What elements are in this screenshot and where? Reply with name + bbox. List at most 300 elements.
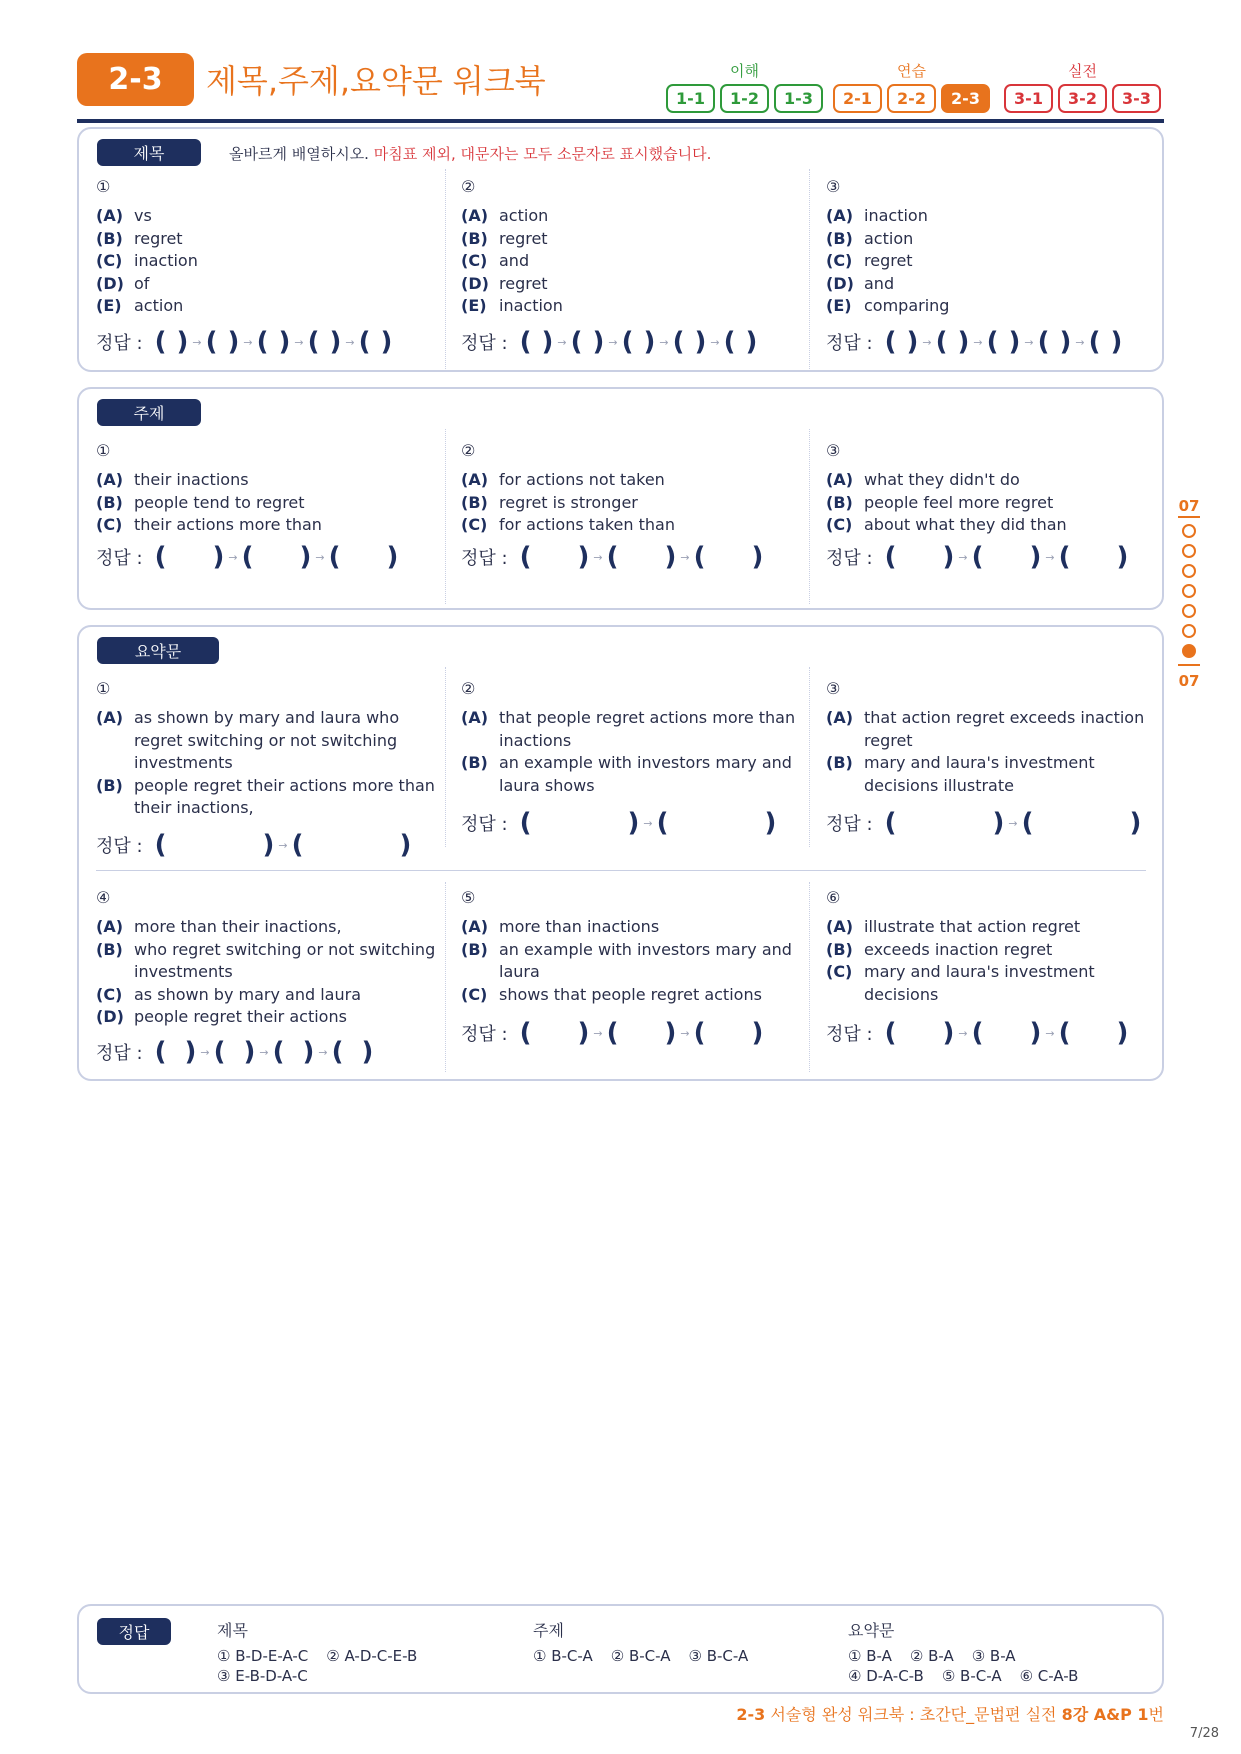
option-item bbox=[826, 295, 1146, 318]
option-letter: (E) bbox=[826, 296, 852, 315]
option-item bbox=[96, 205, 436, 228]
answer-key-entry: ④ D-A-C-B bbox=[848, 1667, 924, 1685]
answer-blank[interactable]: ( ) bbox=[570, 327, 605, 357]
column-divider bbox=[809, 429, 810, 604]
level-chip-3-3[interactable]: 3-3 bbox=[1112, 84, 1161, 113]
option-item bbox=[461, 295, 801, 318]
answer-blank[interactable]: ( ) bbox=[971, 1018, 1042, 1048]
answer-blank[interactable]: ( ) bbox=[1037, 327, 1072, 357]
option-text: action bbox=[134, 296, 184, 315]
option-item bbox=[461, 984, 801, 1007]
option-text: people regret their actions bbox=[134, 1007, 347, 1026]
answer-blank[interactable]: ( ) bbox=[291, 830, 412, 860]
level-chip-3-1[interactable]: 3-1 bbox=[1004, 84, 1053, 113]
option-list bbox=[96, 205, 436, 318]
summary-question-4 bbox=[96, 888, 436, 1029]
answer-blank[interactable]: ( ) bbox=[723, 327, 758, 357]
progress-dot bbox=[1182, 544, 1196, 558]
arrow-icon: → bbox=[557, 335, 567, 349]
option-text: about what they did than bbox=[864, 515, 1067, 534]
arrow-icon: → bbox=[973, 335, 983, 349]
arrow-icon: → bbox=[243, 335, 253, 349]
option-letter: (B) bbox=[826, 492, 853, 512]
answer-blank[interactable]: ( ) bbox=[205, 327, 240, 357]
option-letter: (B) bbox=[461, 753, 488, 772]
option-letter: (C) bbox=[826, 962, 853, 981]
arrow-icon: → bbox=[1045, 1026, 1055, 1040]
summary-question-6 bbox=[826, 888, 1146, 1006]
option-item bbox=[96, 273, 436, 296]
level-chip-1-3[interactable]: 1-3 bbox=[774, 84, 823, 113]
answer-blank[interactable]: ( ) bbox=[154, 830, 275, 860]
option-item bbox=[826, 939, 1146, 962]
option-letter: (A) bbox=[96, 917, 124, 936]
option-letter: (C) bbox=[461, 515, 488, 534]
progress-dot bbox=[1182, 624, 1196, 638]
topic-answer-2 bbox=[461, 544, 763, 570]
progress-tracker bbox=[1174, 497, 1204, 690]
option-text: their inactions bbox=[134, 470, 249, 489]
level-chip-3-2[interactable]: 3-2 bbox=[1058, 84, 1107, 113]
answer-label: 정답 : bbox=[826, 814, 873, 835]
tracker-number-top: 07 bbox=[1178, 497, 1200, 515]
answer-label: 정답 : bbox=[461, 548, 508, 569]
level-group-label: 이해 bbox=[730, 62, 759, 80]
title-answer-2 bbox=[461, 329, 757, 355]
answer-key-entry: ⑤ B-C-A bbox=[941, 1667, 1002, 1685]
answer-key-summary bbox=[848, 1618, 1096, 1686]
answer-key-entry: ③ E-B-D-A-C bbox=[217, 1667, 308, 1685]
answer-blank[interactable]: ( ) bbox=[621, 327, 656, 357]
question-number: ⑥ bbox=[826, 888, 841, 907]
option-text: more than inactions bbox=[499, 917, 660, 936]
option-text: regret bbox=[134, 228, 183, 248]
option-letter: (A) bbox=[461, 470, 489, 489]
option-text: regret bbox=[499, 273, 548, 293]
tracker-number-bottom: 07 bbox=[1178, 672, 1200, 690]
answer-key-entry: ② B-A bbox=[909, 1647, 954, 1665]
question-number: ④ bbox=[96, 888, 111, 907]
answer-blank[interactable]: ( ) bbox=[519, 1018, 590, 1048]
answer-blank[interactable]: ( ) bbox=[986, 327, 1021, 357]
option-item bbox=[96, 939, 436, 984]
question-number: ③ bbox=[826, 679, 841, 698]
arrow-icon: → bbox=[228, 550, 238, 564]
progress-dot bbox=[1182, 524, 1196, 538]
option-letter: (D) bbox=[96, 273, 124, 293]
arrow-icon: → bbox=[593, 550, 603, 564]
answer-key-entry: ① B-D-E-A-C bbox=[217, 1647, 309, 1665]
answer-blank[interactable]: ( ) bbox=[884, 808, 1005, 838]
option-item bbox=[461, 469, 801, 492]
title-question-3 bbox=[826, 177, 1146, 318]
answer-blank[interactable]: ( ) bbox=[154, 327, 189, 357]
answer-label: 정답 : bbox=[826, 333, 873, 354]
option-text: exceeds inaction regret bbox=[864, 939, 1053, 959]
title-question-2 bbox=[461, 177, 801, 318]
summary-answer-4 bbox=[96, 1039, 373, 1065]
option-text: their actions more than bbox=[134, 515, 322, 534]
option-item bbox=[826, 273, 1146, 296]
option-letter: (D) bbox=[461, 273, 489, 293]
answer-blank[interactable]: ( ) bbox=[606, 1018, 677, 1048]
option-letter: (A) bbox=[826, 206, 854, 225]
option-text: mary and laura's investment decisions bbox=[864, 962, 1095, 1004]
option-item bbox=[461, 707, 801, 752]
option-letter: (B) bbox=[461, 228, 488, 248]
header-divider bbox=[77, 119, 1164, 123]
answer-blank[interactable]: ( ) bbox=[256, 327, 291, 357]
arrow-icon: → bbox=[643, 816, 653, 830]
arrow-icon: → bbox=[680, 1026, 690, 1040]
option-item bbox=[96, 775, 436, 820]
answer-blank[interactable]: ( ) bbox=[519, 542, 590, 572]
option-list bbox=[96, 469, 436, 537]
option-item bbox=[461, 939, 801, 984]
page-title: 제목,주제,요약문 워크북 bbox=[206, 62, 546, 100]
footer-code: 2-3 bbox=[736, 1705, 766, 1724]
answer-blank[interactable]: ( ) bbox=[1058, 1018, 1129, 1048]
option-text: comparing bbox=[864, 296, 950, 315]
footer-suffix: 번 bbox=[1148, 1705, 1164, 1724]
summary-question-5 bbox=[461, 888, 801, 1006]
level-group-practice bbox=[833, 60, 990, 113]
footer-lesson: 8강 A&P 1 bbox=[1061, 1705, 1149, 1724]
option-text: vs bbox=[134, 206, 152, 225]
level-group-real bbox=[1004, 60, 1161, 113]
arrow-icon: → bbox=[958, 1026, 968, 1040]
option-letter: (A) bbox=[826, 917, 854, 936]
option-item bbox=[826, 916, 1146, 939]
option-item bbox=[826, 514, 1146, 537]
answer-blank[interactable]: ( ) bbox=[328, 542, 399, 572]
option-text: people tend to regret bbox=[134, 492, 305, 512]
option-item bbox=[461, 250, 801, 273]
option-letter: (B) bbox=[96, 492, 123, 512]
option-item bbox=[826, 469, 1146, 492]
topic-question-1 bbox=[96, 441, 436, 537]
option-letter: (D) bbox=[96, 1007, 124, 1026]
option-item bbox=[96, 916, 436, 939]
option-list bbox=[826, 707, 1146, 797]
option-item bbox=[461, 205, 801, 228]
answer-blank[interactable]: ( ) bbox=[693, 1018, 764, 1048]
option-text: and bbox=[864, 273, 895, 293]
question-number: ② bbox=[461, 177, 476, 196]
option-letter: (C) bbox=[96, 251, 123, 270]
title-answer-3 bbox=[826, 329, 1122, 355]
topic-answer-3 bbox=[826, 544, 1128, 570]
option-list bbox=[461, 205, 801, 318]
summary-answer-5 bbox=[461, 1020, 763, 1046]
option-item bbox=[96, 469, 436, 492]
tracker-line bbox=[1178, 516, 1200, 518]
option-item bbox=[96, 228, 436, 251]
arrow-icon: → bbox=[608, 335, 618, 349]
answer-blank[interactable]: ( ) bbox=[606, 542, 677, 572]
option-item bbox=[826, 752, 1146, 797]
answer-key-entry: ② A-D-C-E-B bbox=[326, 1647, 418, 1665]
option-text: an example with investors mary and laura bbox=[499, 939, 792, 981]
question-number: ③ bbox=[826, 177, 841, 196]
answer-label: 정답 : bbox=[826, 1024, 873, 1045]
option-text: action bbox=[864, 228, 914, 248]
topic-question-3 bbox=[826, 441, 1146, 537]
progress-dot bbox=[1182, 604, 1196, 618]
topic-question-2 bbox=[461, 441, 801, 537]
level-group-understand bbox=[666, 60, 823, 113]
option-item bbox=[96, 295, 436, 318]
answer-blank[interactable]: ( ) bbox=[656, 808, 777, 838]
arrow-icon: → bbox=[1024, 335, 1034, 349]
answer-blank[interactable]: ( ) bbox=[1021, 808, 1142, 838]
option-letter: (A) bbox=[826, 470, 854, 489]
answer-blank[interactable]: ( ) bbox=[154, 542, 225, 572]
answer-blank[interactable]: ( ) bbox=[519, 808, 640, 838]
option-text: regret is stronger bbox=[499, 492, 638, 512]
answer-key-heading: 제목 bbox=[217, 1621, 248, 1640]
answer-label: 정답 : bbox=[96, 1043, 143, 1064]
option-text: what they didn't do bbox=[864, 470, 1020, 489]
answer-blank[interactable]: ( ) bbox=[358, 327, 393, 357]
option-text: people feel more regret bbox=[864, 492, 1054, 512]
option-text: that action regret exceeds inaction regret bbox=[864, 708, 1145, 750]
answer-key-title bbox=[217, 1618, 435, 1686]
option-text: regret bbox=[864, 251, 913, 270]
option-text: as shown by mary and laura who regret switching or not switching investments bbox=[134, 708, 400, 772]
answer-blank[interactable]: ( ) bbox=[971, 542, 1042, 572]
answer-label: 정답 : bbox=[826, 548, 873, 569]
column-divider bbox=[445, 882, 446, 1072]
column-divider bbox=[445, 169, 446, 369]
answer-label: 정답 : bbox=[461, 814, 508, 835]
arrow-icon: → bbox=[294, 335, 304, 349]
progress-dot-current bbox=[1182, 644, 1196, 658]
tracker-line bbox=[1178, 664, 1200, 666]
answer-blank[interactable]: ( ) bbox=[935, 327, 970, 357]
arrow-icon: → bbox=[278, 838, 288, 852]
answer-blank[interactable]: ( ) bbox=[884, 327, 919, 357]
arrow-icon: → bbox=[1008, 816, 1018, 830]
level-chip-1-1[interactable]: 1-1 bbox=[666, 84, 715, 113]
option-letter: (A) bbox=[96, 708, 124, 727]
arrow-icon: → bbox=[259, 1045, 269, 1059]
option-letter: (B) bbox=[461, 492, 488, 512]
question-number: ⑤ bbox=[461, 888, 476, 907]
option-item bbox=[96, 250, 436, 273]
level-chip-2-2[interactable]: 2-2 bbox=[887, 84, 936, 113]
option-text: for actions not taken bbox=[499, 470, 665, 489]
arrow-icon: → bbox=[958, 550, 968, 564]
option-list bbox=[826, 469, 1146, 537]
option-list bbox=[96, 707, 436, 820]
option-letter: (C) bbox=[96, 984, 123, 1004]
summary-question-2 bbox=[461, 679, 801, 797]
instruction-text bbox=[229, 143, 711, 164]
answer-label: 정답 : bbox=[96, 333, 143, 354]
option-text: who regret switching or not switching investments bbox=[134, 939, 436, 981]
answer-key-line bbox=[217, 1646, 435, 1666]
answer-key-line bbox=[848, 1646, 1096, 1666]
summary-question-3 bbox=[826, 679, 1146, 797]
answer-label: 정답 : bbox=[461, 1024, 508, 1045]
answer-key-entry: ⑥ C-A-B bbox=[1019, 1667, 1079, 1685]
level-group-label: 연습 bbox=[897, 62, 926, 80]
option-text: inaction bbox=[864, 206, 928, 225]
arrow-icon: → bbox=[315, 550, 325, 564]
option-letter: (D) bbox=[826, 273, 854, 293]
answer-key-entry: ② B-C-A bbox=[610, 1647, 671, 1665]
option-text: more than their inactions, bbox=[134, 917, 342, 936]
option-letter: (C) bbox=[461, 984, 488, 1004]
option-text: and bbox=[499, 251, 530, 270]
arrow-icon: → bbox=[318, 1045, 328, 1059]
option-item bbox=[96, 707, 436, 775]
answer-blank[interactable]: ( ) bbox=[672, 327, 707, 357]
option-text: mary and laura's investment decisions illustrate bbox=[864, 753, 1095, 795]
option-letter: (A) bbox=[461, 708, 489, 727]
row-divider bbox=[96, 870, 1146, 871]
level-chip-2-1[interactable]: 2-1 bbox=[833, 84, 882, 113]
option-text: as shown by mary and laura bbox=[134, 984, 361, 1004]
option-text: inaction bbox=[499, 296, 563, 315]
option-list bbox=[461, 707, 801, 797]
option-item bbox=[461, 916, 801, 939]
option-letter: (A) bbox=[461, 206, 489, 225]
option-letter: (E) bbox=[96, 296, 122, 315]
option-item bbox=[826, 228, 1146, 251]
option-letter: (E) bbox=[461, 296, 487, 315]
arrow-icon: → bbox=[192, 335, 202, 349]
answer-key-topic bbox=[533, 1618, 766, 1666]
option-item bbox=[461, 752, 801, 797]
answer-blank[interactable]: ( ) bbox=[693, 542, 764, 572]
option-letter: (B) bbox=[826, 753, 853, 772]
answer-blank[interactable]: ( ) bbox=[884, 542, 955, 572]
summary-answer-2 bbox=[461, 810, 776, 836]
answer-label: 정답 : bbox=[461, 333, 508, 354]
title-section bbox=[77, 127, 1164, 372]
progress-dot bbox=[1182, 584, 1196, 598]
section-label-topic: 주제 bbox=[97, 399, 201, 426]
answer-key-entry: ① B-C-A bbox=[533, 1647, 593, 1665]
option-letter: (C) bbox=[96, 515, 123, 534]
arrow-icon: → bbox=[680, 550, 690, 564]
question-number: ① bbox=[96, 177, 111, 196]
level-group-label: 실전 bbox=[1068, 62, 1097, 80]
answer-key-heading: 주제 bbox=[533, 1621, 564, 1640]
section-label-title: 제목 bbox=[97, 139, 201, 166]
option-item bbox=[96, 984, 436, 1007]
answer-blank[interactable]: ( ) bbox=[331, 1037, 374, 1067]
answer-key-entry: ③ B-C-A bbox=[688, 1647, 749, 1665]
answer-blank[interactable]: ( ) bbox=[307, 327, 342, 357]
question-number: ① bbox=[96, 679, 111, 698]
option-text: illustrate that action regret bbox=[864, 917, 1081, 936]
option-item bbox=[96, 492, 436, 515]
answer-blank[interactable]: ( ) bbox=[241, 542, 312, 572]
title-question-1 bbox=[96, 177, 436, 318]
option-letter: (A) bbox=[826, 708, 854, 727]
option-item bbox=[826, 250, 1146, 273]
question-number: ① bbox=[96, 441, 111, 460]
page-number: 7/28 bbox=[1189, 1726, 1219, 1741]
summary-question-1 bbox=[96, 679, 436, 820]
arrow-icon: → bbox=[1075, 335, 1085, 349]
answer-blank[interactable]: ( ) bbox=[519, 327, 554, 357]
arrow-icon: → bbox=[593, 1026, 603, 1040]
option-letter: (C) bbox=[826, 515, 853, 534]
column-divider bbox=[809, 882, 810, 1072]
topic-answer-1 bbox=[96, 544, 398, 570]
column-divider bbox=[809, 667, 810, 847]
answer-blank[interactable]: ( ) bbox=[272, 1037, 315, 1067]
answer-blank[interactable]: ( ) bbox=[154, 1037, 197, 1067]
answer-key-entry: ③ B-A bbox=[971, 1647, 1016, 1665]
answer-blank[interactable]: ( ) bbox=[1088, 327, 1123, 357]
question-number: ③ bbox=[826, 441, 841, 460]
answer-key-label: 정답 bbox=[97, 1618, 171, 1645]
option-item bbox=[96, 1006, 436, 1029]
summary-answer-3 bbox=[826, 810, 1141, 836]
question-number: ② bbox=[461, 679, 476, 698]
option-text: action bbox=[499, 206, 549, 225]
option-text: regret bbox=[499, 228, 548, 248]
column-divider bbox=[445, 667, 446, 847]
topic-section bbox=[77, 387, 1164, 610]
option-letter: (B) bbox=[826, 228, 853, 248]
option-text: of bbox=[134, 273, 150, 293]
answer-key-line bbox=[217, 1666, 435, 1686]
answer-label: 정답 : bbox=[96, 548, 143, 569]
option-item bbox=[826, 205, 1146, 228]
answer-key-entry: ① B-A bbox=[848, 1647, 892, 1665]
option-letter: (B) bbox=[96, 775, 123, 795]
answer-key-heading: 요약문 bbox=[848, 1621, 895, 1640]
question-number: ② bbox=[461, 441, 476, 460]
option-text: for actions taken than bbox=[499, 515, 675, 534]
option-item bbox=[461, 228, 801, 251]
answer-blank[interactable]: ( ) bbox=[213, 1037, 256, 1067]
answer-blank[interactable]: ( ) bbox=[1058, 542, 1129, 572]
arrow-icon: → bbox=[659, 335, 669, 349]
answer-key-line bbox=[533, 1646, 766, 1666]
option-letter: (C) bbox=[461, 251, 488, 270]
arrow-icon: → bbox=[345, 335, 355, 349]
arrow-icon: → bbox=[922, 335, 932, 349]
summary-section bbox=[77, 625, 1164, 1081]
option-text: that people regret actions more than inactions bbox=[499, 708, 796, 750]
answer-blank[interactable]: ( ) bbox=[884, 1018, 955, 1048]
option-letter: (B) bbox=[96, 228, 123, 248]
option-list bbox=[96, 916, 436, 1029]
option-list bbox=[826, 205, 1146, 318]
progress-dot bbox=[1182, 564, 1196, 578]
option-letter: (A) bbox=[96, 206, 124, 225]
arrow-icon: → bbox=[200, 1045, 210, 1059]
level-chip-2-3-active[interactable]: 2-3 bbox=[941, 84, 990, 113]
level-chip-1-2[interactable]: 1-2 bbox=[720, 84, 769, 113]
summary-answer-1 bbox=[96, 832, 411, 858]
option-letter: (B) bbox=[96, 939, 123, 959]
summary-answer-6 bbox=[826, 1020, 1128, 1046]
footer-caption bbox=[736, 1702, 1164, 1725]
option-list bbox=[461, 916, 801, 1006]
answer-key bbox=[77, 1604, 1164, 1694]
option-letter: (A) bbox=[461, 917, 489, 936]
option-item bbox=[461, 492, 801, 515]
option-item bbox=[826, 961, 1146, 1006]
